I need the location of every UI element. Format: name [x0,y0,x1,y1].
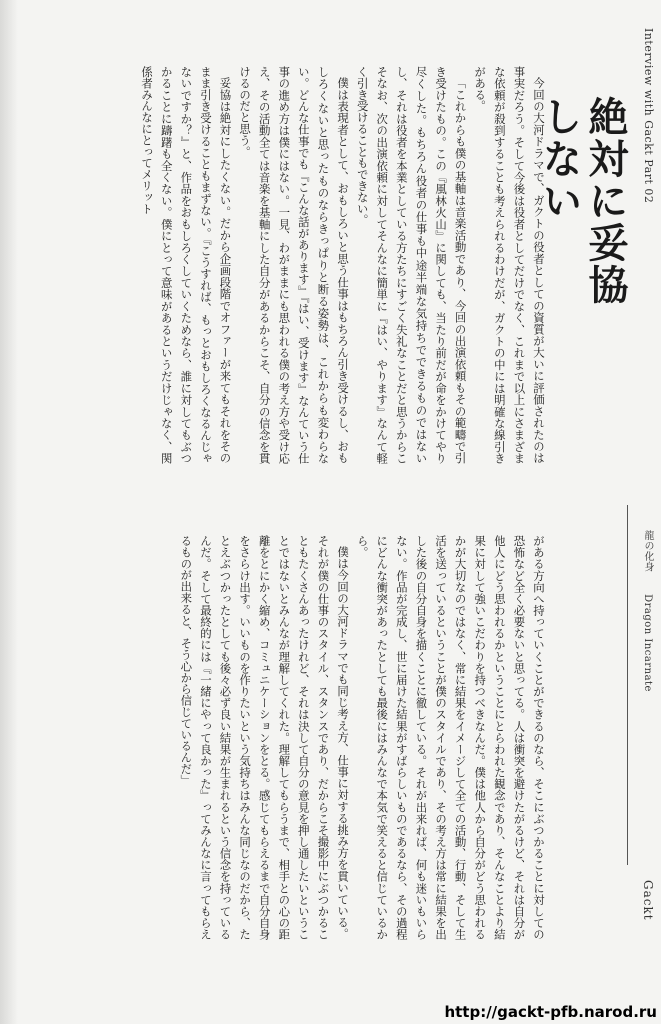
article-column-bottom [108,535,548,940]
section-label-en: Dragon Incarnate [642,594,653,692]
page-gutter-shadow [0,0,18,1024]
section-label-jp: 龍の化身 [642,530,653,572]
paragraph: 「これからも僕の基軸は音楽活動であり、今回の出演依頼もその範疇で引き受けたもの。この『風林火山』に関しても、当たり前だが命をかけてやり尽くした。もちろん役者の仕事も中途半端な気持ちでできるものではないし、それは役者を本業としている方たちにすごく失礼なことだと思うからこそなお、次の出演依頼に対してそんなに簡単に『はい、やります』なんて軽く引き受けることもできない。 [355,66,468,464]
watermark-url: http://gackt-pfb.narod.ru [444,1003,657,1021]
paragraph: 僕は今回の大河ドラマでも同じ考え方、仕事に対する挑み方を貫いている。それが僕の仕事のスタイル、スタンスであり、だからこそ撮影中にぶつかることもたくさんあったけれど、それは決して自分の意見を押し通したいということではないとみんなが理解してくれた。理解してもらうまで、相手との心の距離をとにかく縮め、コミュニケーションをとる。感じてもらえるまで自分自身をさらけ出す。いいものを作りたいという気持ちはみんな同じなのだから、たとえぶつかったとしても後々必ず良い結果が生まれるという信念を持っているんだ。そして最終的には『一緒にやって良かった』ってみんなに言ってもらえるものが出来ると、そう心から信じているんだ」 [179,535,351,940]
paragraph: 僕は表現者として、おもしろいと思う仕事はもちろん引き受けるし、おもしろくないと思ったものならきっぱりと断る姿勢は、これからも変わらない。どんな仕事でも『こんな話があります』『はい、受けます』なんていう仕事の進め方は僕にはない。一見、わがままにも思われる僕の考え方や受け応え、その活動全ては音楽を基軸にした自分があるからこそ、自分の信念を貫けるのだと思う。 [238,66,351,464]
paragraph: 今回の大河ドラマで、ガクトの役者としての資質が大いに評価されたのは事実だろう。そして今後は役者としてだけでなく、これまで以上にさまざまな依頼が殺到することも考えられるわけだが、ガクトの中には明確な線引きがある。 [473,66,546,464]
paragraph: 妥協は絶対にしたくない。だから企画段階でオファーが来てもそれをそのまま引き受けることもまずない。『こうすれば、もっとおもしろくなるんじゃないですか？』と、作品をおもしろくしていくためなら、誰に対してもぶつかることに躊躇も全くない。僕にとって意味があるというだけじゃなく、関係者みんなにとってメリット [140,66,233,464]
sidebar-divider [627,505,628,865]
paragraph: がある方向へ持っていくことができるのなら、そこにぶつかることに対しての恐怖など全く必要ないと思ってる。人は衝突を避けたがるけど、それは自分が他人にどう思われるかということにとらわれた観念であり、そんなことより結果に対して強いこだわりを持つべきなんだ。僕は他人から自分がどう思われるかが大切なのではなく、常に結果をイメージして全ての活動、行動、そして生活を送っているということが僕のスタイルであり、その考え方は常に結果を出した後の自分自身を描くことに徹している。それが出来れば、何も迷いもいらない。作品が完成し、世に届けた結果がすばらしいものであるなら、その過程にどんな衝突があったとしても最後にはみんなで本気で笑えると信じているから。 [355,535,546,940]
artist-name: Gackt [641,880,655,921]
series-label: Interview with Gackt Part 02 [642,28,655,204]
article-title: 絶対に妥協しない [536,96,629,306]
article-column-top [108,66,548,464]
section-label [633,530,655,710]
